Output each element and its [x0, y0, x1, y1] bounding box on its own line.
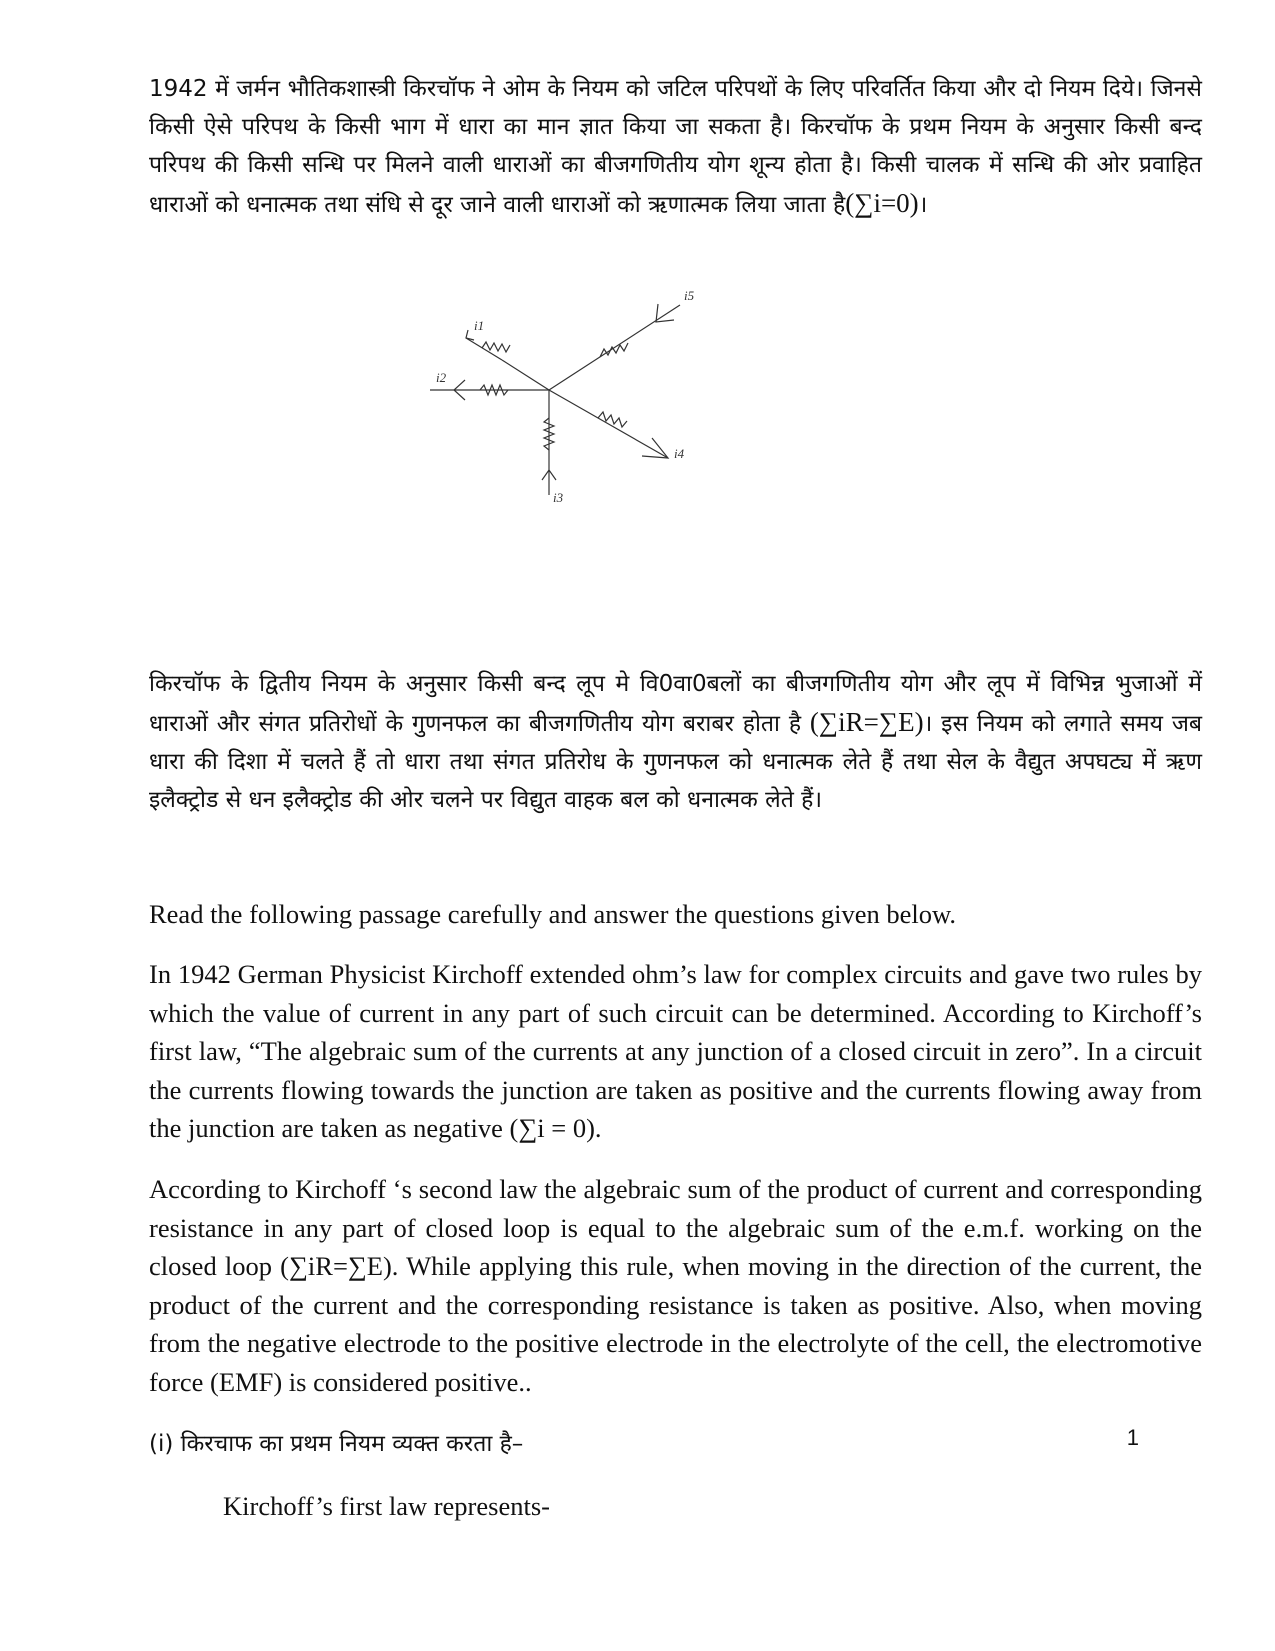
resistor-i4 — [598, 412, 627, 427]
label-i2: i2 — [436, 370, 447, 385]
question-1-hindi: (i) किरचाफ का प्रथम नियम व्यक्त करता है– — [149, 1431, 524, 1457]
label-i3: i3 — [553, 490, 564, 505]
hindi-para2-rest: । इस नियम को लगाते समय जब धारा की दिशा में चलते हैं तो धारा तथा संगत प्रतिरोध के गुणनफल को धनात्मक लेते हैं तथा सेल के वैद्युत अपघट्य में ऋण इलैक्ट्रोड से धन इलैक्ट्रोड की ओर चलने पर विद्युत वाहक बल को धनात्मक लेते हैं। — [149, 711, 1203, 813]
instruction: Read the following passage carefully and answer the questions given below. — [149, 899, 957, 929]
english-paragraph-2: According to Kirchoff ‘s second law the algebraic sum of the product of current and corresponding resistance in any part of closed loop is equal to the algebraic sum of the e.m.f. working on the closed loop (∑iR=∑E). While applying this rule, when moving in the direction of the current, the product of the current and the corresponding resistance is taken as positive. Also, when moving from the negative electrode to the positive electrode in the electrolyte of the cell, the electromotive force (EMF) is considered positive.. — [149, 1174, 1202, 1397]
resistor-i5 — [600, 343, 628, 357]
label-i4: i4 — [674, 446, 685, 461]
hindi-paragraph-1 — [149, 70, 1202, 224]
hindi-para1-formula: (∑i=0) — [845, 188, 919, 218]
english-paragraph-1: In 1942 German Physicist Kirchoff extended ohm’s law for complex circuits and gave two rules by which the value of current in any part of such circuit can be determined. According to Kirchoff’s first law, “The algebraic sum of the currents at any junction of a closed circuit in zero”. In a circuit the currents flowing towards the junction are taken as positive and the currents flowing away from the junction are taken as negative (∑i = 0). — [149, 959, 1202, 1143]
arrow-i4 — [642, 438, 668, 458]
label-i5: i5 — [684, 290, 695, 303]
arrow-i1 — [466, 330, 474, 340]
question-1-english: Kirchoff’s first law represents- — [223, 1491, 550, 1521]
question-1 — [149, 1425, 1139, 1463]
hindi-paragraph-2 — [149, 665, 1202, 819]
hindi-para2-formula: (∑iR=∑E) — [809, 707, 924, 737]
kirchhoff-junction-diagram — [430, 290, 750, 535]
branch-i1 — [502, 360, 549, 390]
hindi-para1-text: 1942 में जर्मन भौतिकशास्त्री किरचॉफ ने ओम के नियम को जटिल परिपथों के लिए परिवर्तित किया और दो नियम दिये। जिनसे किसी ऐसे परिपथ के किसी भाग में धारा का मान ज्ञात किया जा सकता है। किरचॉफ के प्रथम नियम के अनुसार किसी बन्द परिपथ की किसी सन्धि पर मिलने वाली धाराओं का बीजगणितीय योग शून्य होता है। किसी चालक में सन्धि की ओर प्रवाहित धाराओं को धनात्मक तथा संधि से दूर जाने वाली धाराओं को ऋणात्मक लिया जाता है — [149, 76, 1202, 218]
label-i1: i1 — [474, 318, 485, 333]
branch-i5 — [549, 305, 680, 390]
hindi-para1-end: । — [918, 192, 928, 218]
question-1-marks: 1 — [1126, 1425, 1139, 1450]
branch-i4 — [549, 390, 668, 458]
hindi-para2-text: किरचॉफ के द्वितीय नियम के अनुसार किसी बन्द लूप मे वि0वा0बलों का बीजगणितीय योग और लूप में विभिन्न भुजाओं में धाराओं और संगत प्रतिरोधों के गुणनफल का बीजगणितीय योग बराबर होता है — [149, 671, 1202, 737]
